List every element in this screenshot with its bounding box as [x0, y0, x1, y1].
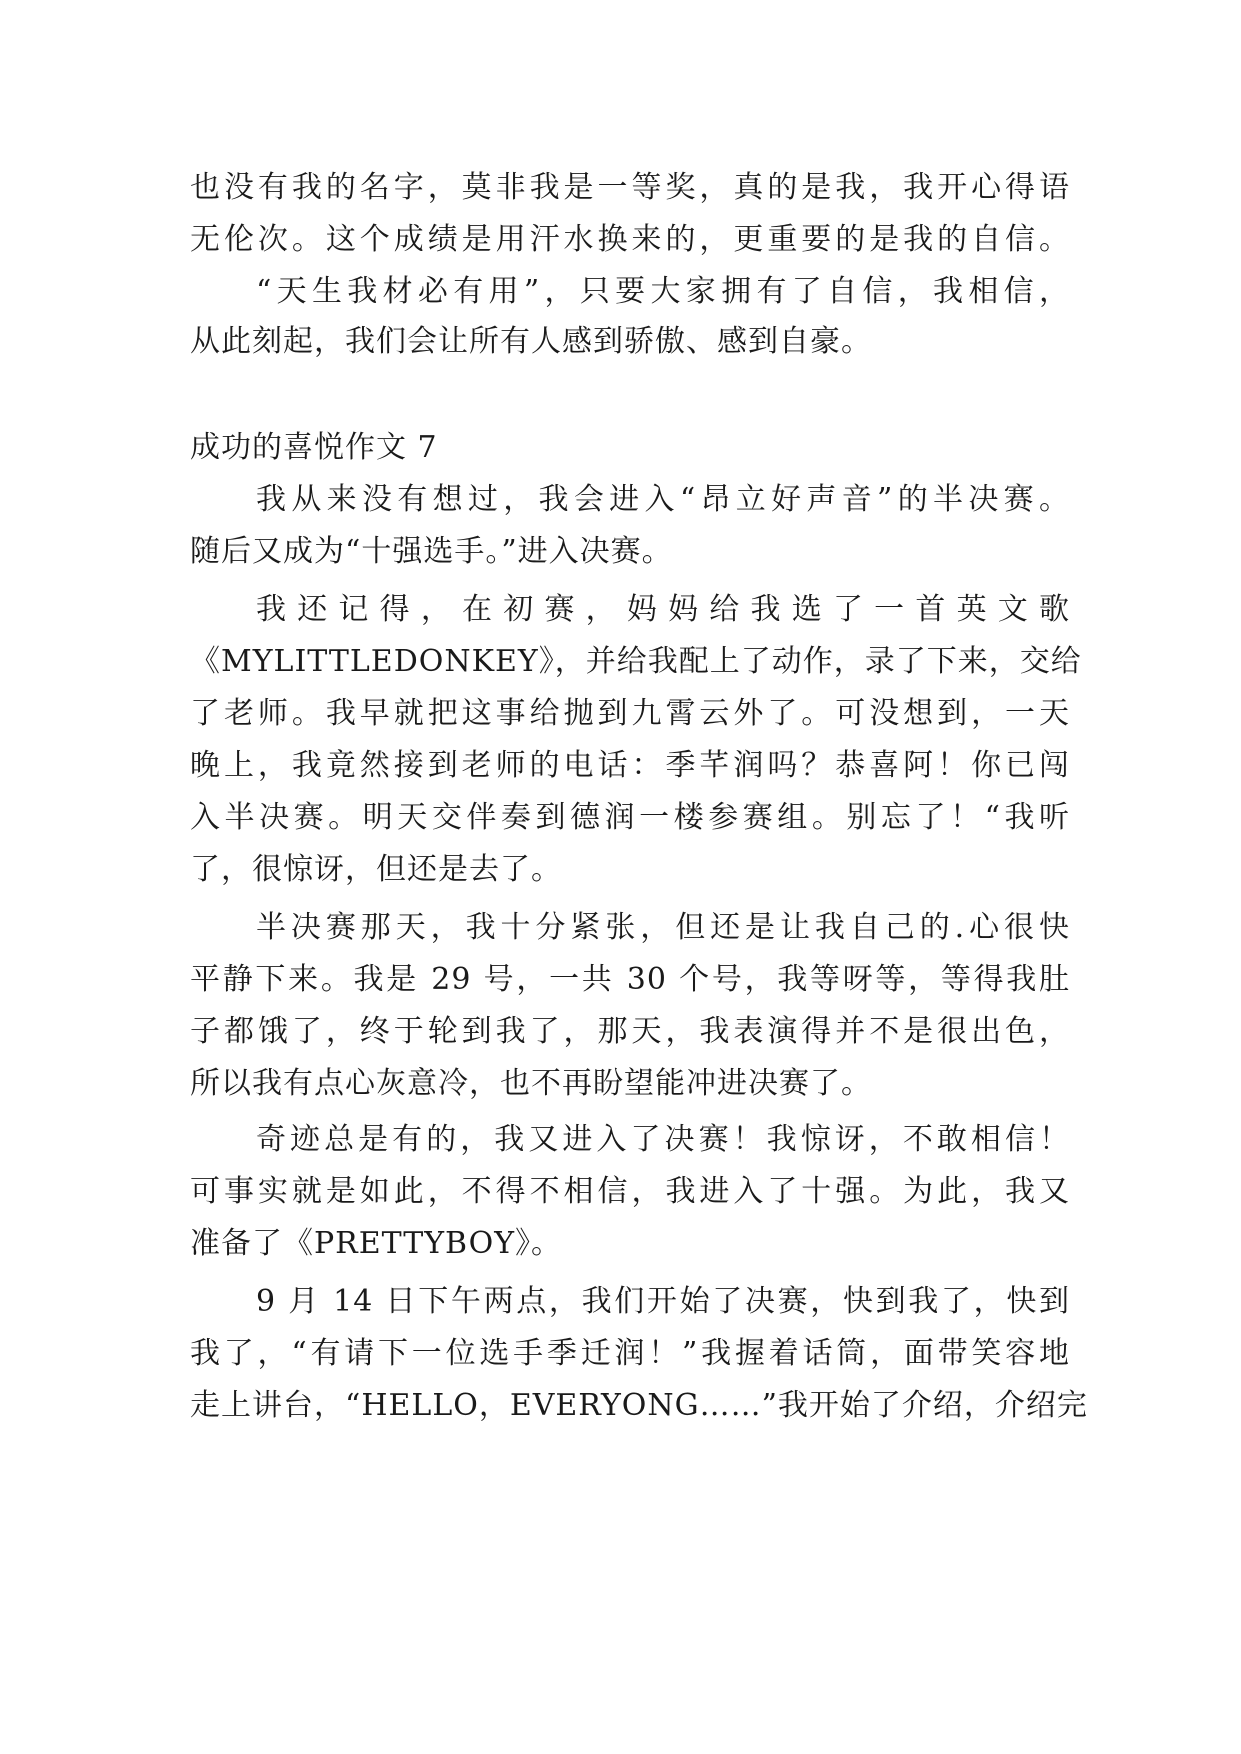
text-line: 所以我有点心灰意冷，也不再盼望能冲进决赛了。 [190, 1066, 872, 1101]
text-line: 晚上，我竟然接到老师的电话：季芊润吗？恭喜阿！你已闯 [190, 748, 1070, 783]
text-line: 准备了《PRETTYBOY》。 [190, 1226, 563, 1261]
text-line: 也没有我的名字，莫非我是一等奖，真的是我，我开心得语 [190, 170, 1070, 205]
text-line: 半决赛那天，我十分紧张，但还是让我自己的.心很快 [256, 910, 1070, 945]
text-line: 从此刻起，我们会让所有人感到骄傲、感到自豪。 [190, 324, 872, 359]
text-line: 无伦次。这个成绩是用汗水换来的，更重要的是我的自信。 [190, 222, 1070, 257]
text-line: 奇迹总是有的，我又进入了决赛！我惊讶，不敢相信！ [256, 1122, 1070, 1157]
text-line: 入半决赛。明天交伴奏到德润一楼参赛组。别忘了！“我听 [190, 800, 1070, 835]
text-line: 平静下来。我是 29 号，一共 30 个号，我等呀等，等得我肚 [190, 962, 1070, 997]
section-heading: 成功的喜悦作文 7 [190, 430, 438, 465]
text-line: 了老师。我早就把这事给抛到九霄云外了。可没想到，一天 [190, 696, 1070, 731]
text-line: 《MYLITTLEDONKEY》，并给我配上了动作，录了下来，交给 [190, 644, 1082, 679]
text-line: 了，很惊讶，但还是去了。 [190, 852, 562, 887]
text-line: 我从来没有想过，我会进入“昂立好声音”的半决赛。 [256, 482, 1070, 517]
text-line: 可事实就是如此，不得不相信，我进入了十强。为此，我又 [190, 1174, 1070, 1209]
text-line: 随后又成为“十强选手。”进入决赛。 [190, 534, 673, 569]
text-line: 我还记得，在初赛，妈妈给我选了一首英文歌 [256, 592, 1070, 627]
text-line: 子都饿了，终于轮到我了，那天，我表演得并不是很出色， [190, 1014, 1070, 1049]
text-line: “天生我材必有用”，只要大家拥有了自信，我相信， [256, 274, 1070, 309]
text-line: 走上讲台，“HELLO，EVERYONG……”我开始了介绍，介绍完 [190, 1388, 1088, 1423]
text-line: 我了，“有请下一位选手季迁润！”我握着话筒，面带笑容地 [190, 1336, 1070, 1371]
text-line: 9 月 14 日下午两点，我们开始了决赛，快到我了，快到 [256, 1284, 1070, 1319]
